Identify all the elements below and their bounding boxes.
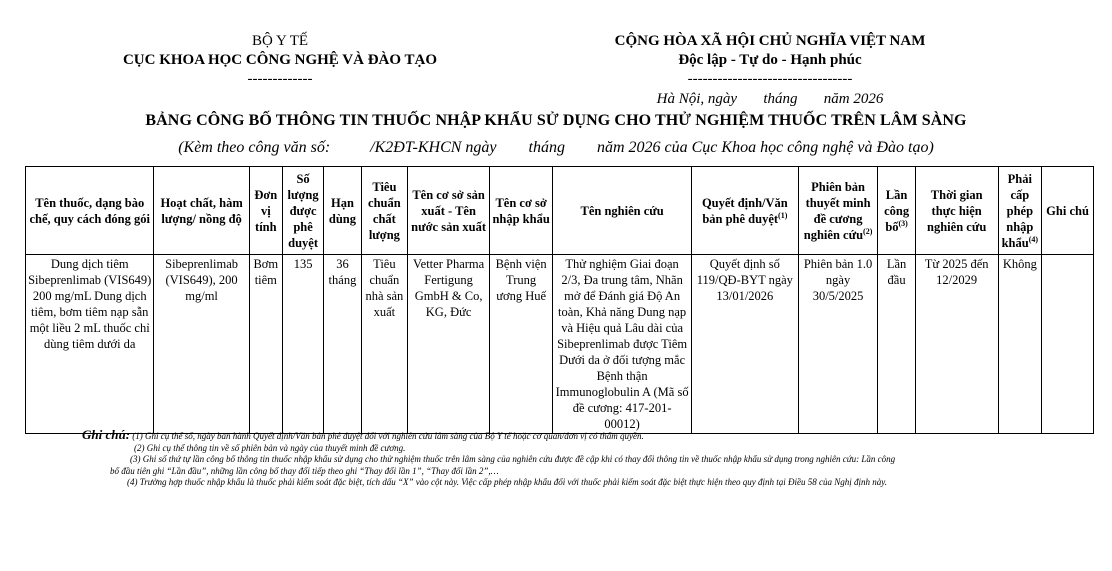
col-header-importer: Tên cơ sở nhập khẩu xyxy=(490,167,553,255)
left-divider: ------------- xyxy=(247,71,313,87)
department-name: CỤC KHOA HỌC CÔNG NGHỆ VÀ ĐÀO TẠO xyxy=(122,52,438,68)
cell-unit: Bơm tiêm xyxy=(249,255,282,434)
cell-name: Dung dịch tiêm Sibeprenlimab (VIS649) 200 mg/mL Dung dịch tiêm, bơm tiêm nạp sẵn một liều 2 mL thuốc chỉ dùng tiêm dưới da xyxy=(26,255,154,434)
col-header-protocol xyxy=(798,167,878,255)
footnotes-label: Ghi chú: xyxy=(82,427,131,442)
footnotes xyxy=(82,429,1062,489)
cell-decision: Quyết định số 119/QĐ-BYT ngày 13/01/2026 xyxy=(692,255,799,434)
footnote-3-continued: bố đầu tiên ghi “Lần đầu”, những lần công bố thay đổi tiếp theo ghi “Thay đổi lần 1”, “Thay đổi lần 2”,… xyxy=(110,465,499,476)
col-header-permit-text: Phải cấp phép nhập khẩu xyxy=(1001,171,1034,250)
cell-permit: Không xyxy=(998,255,1042,434)
col-header-note: Ghi chú xyxy=(1042,167,1094,255)
cell-active: Sibeprenlimab (VIS649), 200 mg/ml xyxy=(154,255,249,434)
cell-study: Thử nghiệm Giai đoạn 2/3, Đa trung tâm, Nhãn mở để Đánh giá Độ An toàn, Khả năng Dung nạp và Hiệu quả Lâu dài của Sibeprenlimab được Tiêm Dưới da ở đối tượng mắc Bệnh thận Immunoglobulin A (Mã số đề cương: 417-201-00012) xyxy=(553,255,692,434)
cell-importer: Bệnh viện Trung ương Huế xyxy=(490,255,553,434)
cell-manufacturer: Vetter Pharma Fertigung GmbH & Co, KG, Đức xyxy=(408,255,490,434)
col-header-permit xyxy=(998,167,1042,255)
cell-times: Lần đầu xyxy=(878,255,915,434)
col-header-period: Thời gian thực hiện nghiên cứu xyxy=(915,167,998,255)
document-subtitle xyxy=(0,139,1112,157)
footnote-4: (4) Trường hợp thuốc nhập khẩu là thuốc phải kiểm soát đặc biệt, tích dấu “X” vào cột này. Việc cấp phép nhập khẩu đối với thuốc phải kiểm soát đặc biệt thực hiện theo quy định tại Điều 58 của Nghị định này. xyxy=(127,477,887,487)
right-divider: --------------------------------- xyxy=(687,71,853,87)
document-title: BẢNG CÔNG BỐ THÔNG TIN THUỐC NHẬP KHẨU SỬ DỤNG CHO THỬ NGHIỆM THUỐC TRÊN LÂM SÀNG xyxy=(145,112,967,129)
col-header-decision-text: Quyết định/Văn bản phê duyệt xyxy=(701,195,788,226)
date-line-text: Hà Nội, ngày tháng năm 2026 xyxy=(656,91,884,107)
col-header-times-text: Lần công bố xyxy=(884,187,910,234)
date-line xyxy=(560,91,980,108)
col-header-active: Hoạt chất, hàm lượng/ nồng độ xyxy=(154,167,249,255)
cell-protocol: Phiên bản 1.0 ngày 30/5/2025 xyxy=(798,255,878,434)
table-row xyxy=(26,255,1094,434)
col-header-standard: Tiêu chuẩn chất lượng xyxy=(361,167,408,255)
subtitle-text: (Kèm theo công văn số: /K2ĐT-KHCN ngày tháng năm 2026 của Cục Khoa học công nghệ và Đào tạo) xyxy=(178,139,934,156)
cell-period: Từ 2025 đến 12/2029 xyxy=(915,255,998,434)
footnote-1 xyxy=(82,429,1062,443)
national-header xyxy=(560,32,980,89)
col-header-quantity: Số lượng được phê duyệt xyxy=(282,167,323,255)
cell-quantity: 135 xyxy=(282,255,323,434)
col-header-protocol-text: Phiên bản thuyết minh đề cương nghiên cứu xyxy=(803,179,871,242)
footnote-1-text: (1) Ghi cụ thể số, ngày ban hành Quyết định/Văn bản phê duyệt đối với nghiên cứu lâm sàng của Bộ Y tế hoặc cơ quan/đơn vị có thẩm quyền. xyxy=(132,431,644,441)
drug-info-table xyxy=(25,166,1094,434)
footnote-ref-1: (1) xyxy=(778,210,788,220)
country-name: CỘNG HÒA XÃ HỘI CHỦ NGHĨA VIỆT NAM xyxy=(614,33,926,49)
cell-note xyxy=(1042,255,1094,434)
footnote-ref-3: (3) xyxy=(898,218,908,228)
footnote-ref-2: (2) xyxy=(863,226,873,236)
cell-standard: Tiêu chuẩn nhà sản xuất xyxy=(361,255,408,434)
national-motto: Độc lập - Tự do - Hạnh phúc xyxy=(678,52,862,68)
col-header-manufacturer: Tên cơ sở sản xuất - Tên nước sản xuất xyxy=(408,167,490,255)
col-header-study: Tên nghiên cứu xyxy=(553,167,692,255)
issuer-header xyxy=(60,32,500,89)
footnote-ref-4: (4) xyxy=(1028,234,1039,244)
col-header-times xyxy=(878,167,915,255)
cell-expiry: 36 tháng xyxy=(324,255,361,434)
footnote-2: (2) Ghi cụ thể thông tin về số phiên bản và ngày của thuyết minh đề cương. xyxy=(134,442,406,453)
col-header-unit: Đơn vị tính xyxy=(249,167,282,255)
ministry-name: BỘ Y TẾ xyxy=(251,33,309,49)
col-header-expiry: Hạn dùng xyxy=(324,167,361,255)
footnote-3: (3) Ghi số thứ tự lần công bố thông tin thuốc nhập khẩu sử dụng cho thử nghiệm thuốc trên lâm sàng của nghiên cứu được đề cập khi có thay đổi thông tin về thuốc nhập khẩu sử dụng trong nghiên cứu: Lần công xyxy=(130,454,896,464)
col-header-name: Tên thuốc, dạng bào chế, quy cách đóng gói xyxy=(26,167,154,255)
col-header-decision xyxy=(692,167,799,255)
table-header-row xyxy=(26,167,1094,255)
